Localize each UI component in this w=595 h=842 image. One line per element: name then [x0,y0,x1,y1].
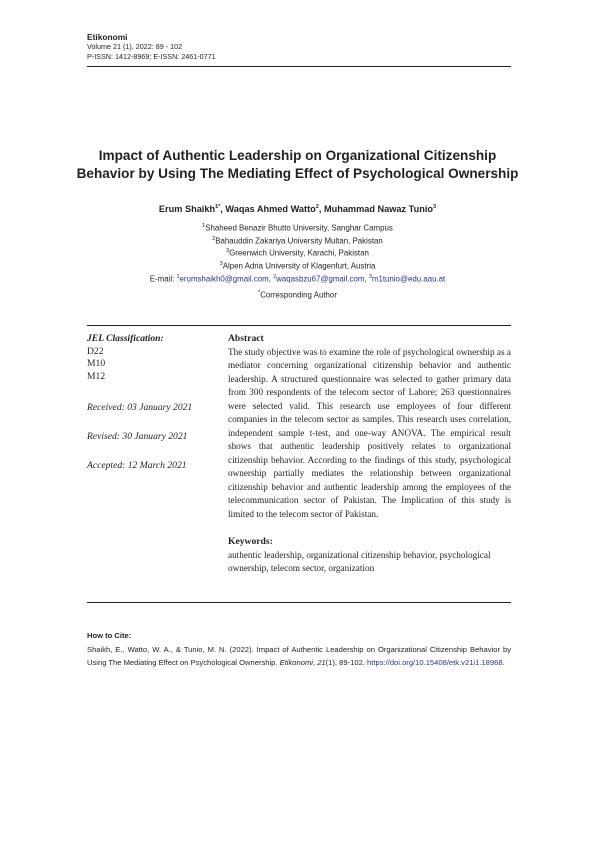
jel-code: M10 [87,358,106,370]
abstract-text: The study objective was to examine the role of psychological ownership as a mediator concerning organizational citizenship behavior and authentic leadership. A structured questionnaire was selected to gather primary data from 300 respondents of the telecom sector of Lahore; 263 questionnaires were selected valid. This research use employees of four different companies in the telecom sector as samples. This research uses correlation, independent sample t-test, and one-way ANOVA. The empirical result shows that authentic leadership positively relates to organizational citizenship behavior. According to the findings of this study, psychological ownership partially mediates the relationship between organizational citizenship behavior and authentic leadership among the employees of the telecommunication sector of Pakistan. The Implication of this study is limited to the telecom sector of Pakistan. [228,346,511,519]
affiliation-sup: 3 [226,248,230,255]
abstract-section [228,333,511,576]
citation-journal: Etikonomi [279,658,313,668]
corresponding-sup: * [258,290,261,297]
received-date: Received: 03 January 2021 [87,402,193,413]
affiliation [60,246,535,259]
abstract-bottom-rule [87,602,511,603]
affiliation-text: Shaheed Benazir Bhutto University, Sanghar Campus [205,223,393,233]
citation-text: Shaikh, E., Watto, W. A., & Tunio, M. N. (2022). Impact of Authentic Leadership on Organizational Citizenship Behavior by Using The Mediating Effect on Psychological Ownership. [87,645,511,668]
affiliation [60,259,535,272]
keywords-heading: Keywords: [228,536,273,548]
affiliation-text: Bahauddin Zakariya University Multan, Pakistan [215,236,383,246]
citation [87,643,511,670]
email-link[interactable]: waqasbzu67@gmail.com [276,274,365,284]
corresponding-author [60,288,535,301]
jel-code: M12 [87,370,106,382]
title-line-1: Impact of Authentic Leadership on Organizational Citizenship [98,148,497,163]
corresponding-text: Corresponding Author [260,290,337,300]
affiliation-text: Greenwich University, Karachi, Pakistan [229,248,369,258]
abstract-top-rule [87,325,511,326]
jel-title: JEL Classification: [87,333,164,344]
accepted-date: Accepted: 12 March 2021 [87,460,187,471]
email-label: E-mail: [149,274,177,284]
title-line-2: Behavior by Using The Mediating Effect of Psychological Ownership [76,166,519,181]
email-separator: , [268,274,274,284]
author-separator: , [220,204,226,215]
affiliation-text: Alpen Adria University of Klagenfurt, Austria [222,261,376,271]
author-sup: 1* [215,204,221,210]
citation-end: . [502,658,505,668]
article-info [87,333,222,471]
cite-heading: How to Cite: [87,631,132,640]
author-name: Muhammad Nawaz Tunio [323,204,434,215]
author-name: Erum Shaikh [158,204,216,215]
affiliation-sup: 3 [219,260,223,267]
jel-code: D22 [87,345,104,357]
affiliation-sup: 1 [202,223,206,229]
email-line [60,272,535,285]
email-separator: , [364,274,369,284]
volume-info: Volume 21 (1), 2022: 89 - 102 [87,42,183,51]
revised-date: Revised: 30 January 2021 [87,431,188,442]
doi-link[interactable]: https://doi.org/10.15408/etk.v21i1.18968 [367,658,503,668]
author-sup: 2 [315,204,319,210]
journal-name: Etikonomi [87,32,128,42]
affiliation [60,221,535,234]
email-link[interactable]: erumshaikh0@gmail.com [179,274,269,284]
header-rule [87,66,511,67]
paper-title [60,147,535,183]
email-sup: 1 [176,273,180,280]
affiliation-sup: 2 [212,235,216,242]
author-separator: , [318,204,324,215]
issn-info: P-ISSN: 1412-8969; E-ISSN: 2461-0771 [87,52,216,61]
email-sup: 2 [273,273,277,280]
journal-header [87,32,216,62]
email-link[interactable]: m1tunio@edu.aau.at [371,274,446,284]
author-list [60,204,535,214]
citation-pages: (1), 89-102. [325,658,368,668]
abstract-heading: Abstract [228,333,264,344]
affiliations [60,221,535,301]
author-sup: 3 [433,204,437,210]
email-sup: 3 [368,273,372,280]
citation-separator: , [312,658,318,668]
keywords-text: authentic leadership, organizational citizenship behavior, psychological ownership, telecom sector, organization [228,549,491,574]
affiliation [60,234,535,247]
citation-volume: 21 [317,658,326,668]
author-name: Waqas Ahmed Watto [225,204,316,215]
